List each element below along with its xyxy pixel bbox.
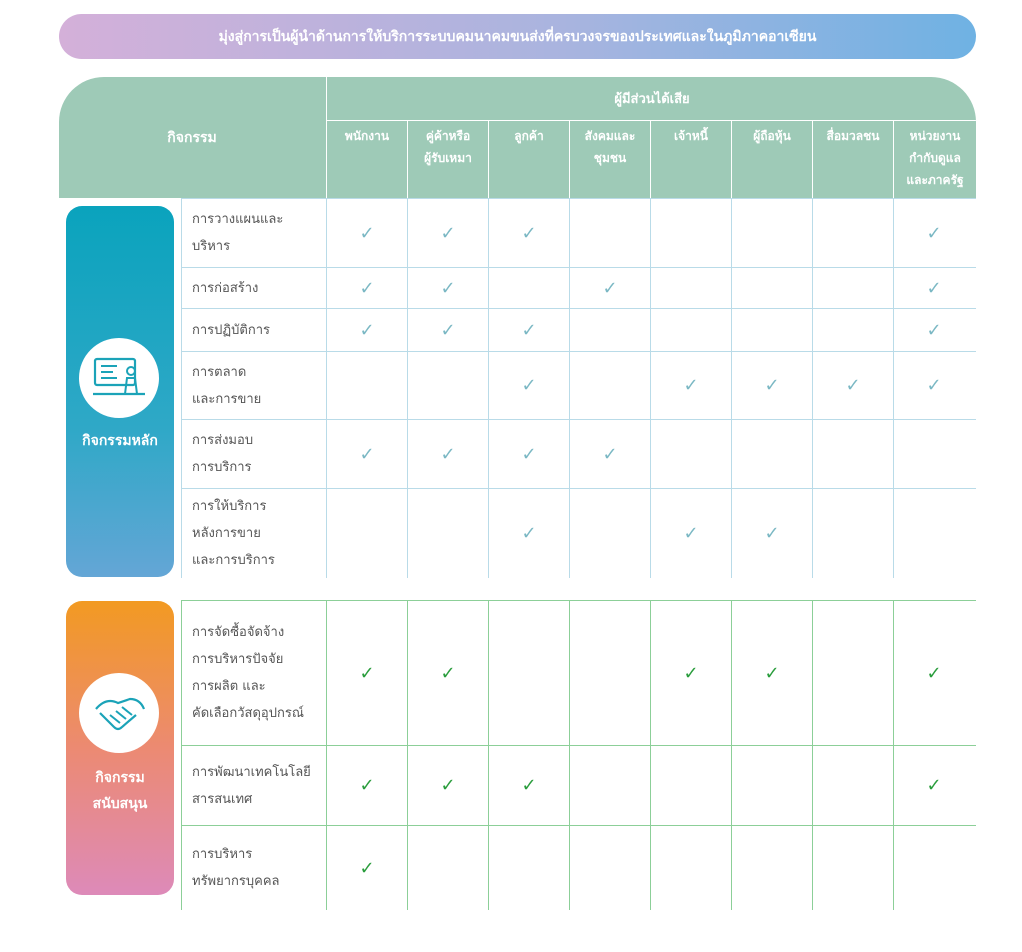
check-cell bbox=[569, 826, 650, 910]
check-cell bbox=[731, 489, 812, 578]
activity-label: การจัดซื้อจัดจ้าง การบริหารปัจจัย การผลิต และ คัดเลือกวัสดุอุปกรณ์ bbox=[181, 601, 326, 745]
check-cell bbox=[488, 199, 569, 267]
check-icon: ✓ bbox=[440, 277, 456, 299]
check-icon: ✓ bbox=[764, 375, 780, 396]
check-cell bbox=[812, 420, 893, 488]
check-cell bbox=[407, 199, 488, 267]
check-icon: ✓ bbox=[359, 775, 375, 796]
check-cell bbox=[407, 268, 488, 308]
check-icon: ✓ bbox=[764, 662, 780, 684]
table-row bbox=[181, 419, 976, 488]
activity-label: การบริหาร ทรัพยากรบุคคล bbox=[181, 826, 326, 910]
table-row bbox=[181, 267, 976, 308]
check-icon: ✓ bbox=[764, 523, 780, 544]
stakeholder-column-header: เจ้าหนี้ bbox=[650, 121, 731, 198]
check-cell bbox=[893, 826, 974, 910]
check-cell bbox=[326, 309, 407, 351]
activity-label: การส่งมอบ การบริการ bbox=[181, 420, 326, 488]
support-activities-panel bbox=[66, 601, 174, 895]
check-cell bbox=[731, 199, 812, 267]
check-icon: ✓ bbox=[845, 375, 861, 396]
main-activities-label: กิจกรรมหลัก bbox=[82, 433, 158, 449]
check-cell bbox=[326, 199, 407, 267]
table-row bbox=[181, 198, 976, 267]
check-icon: ✓ bbox=[359, 662, 375, 684]
check-cell bbox=[812, 489, 893, 578]
check-cell bbox=[326, 489, 407, 578]
check-icon: ✓ bbox=[521, 319, 537, 341]
check-icon: ✓ bbox=[359, 443, 375, 465]
check-cell bbox=[488, 746, 569, 825]
activity-label: การวางแผนและ บริหาร bbox=[181, 199, 326, 267]
check-cell bbox=[650, 309, 731, 351]
check-cell bbox=[731, 352, 812, 419]
table-row bbox=[181, 488, 976, 578]
check-cell bbox=[326, 420, 407, 488]
check-cell bbox=[893, 746, 974, 825]
check-cell bbox=[569, 268, 650, 308]
check-cell bbox=[569, 309, 650, 351]
check-cell bbox=[569, 420, 650, 488]
check-cell bbox=[731, 309, 812, 351]
check-cell bbox=[893, 352, 974, 419]
check-cell bbox=[488, 826, 569, 910]
check-cell bbox=[326, 746, 407, 825]
check-cell bbox=[407, 601, 488, 745]
table-row bbox=[181, 308, 976, 351]
main-activities-panel bbox=[66, 206, 174, 577]
check-icon: ✓ bbox=[926, 277, 942, 299]
stakeholder-column-header: หน่วยงาน กำกับดูแล และภาครัฐ bbox=[893, 121, 976, 198]
check-icon: ✓ bbox=[926, 222, 942, 244]
check-cell bbox=[812, 199, 893, 267]
check-icon: ✓ bbox=[602, 443, 618, 465]
check-cell bbox=[407, 489, 488, 578]
check-cell bbox=[650, 352, 731, 419]
check-cell bbox=[650, 826, 731, 910]
check-icon: ✓ bbox=[926, 375, 942, 396]
check-cell bbox=[731, 746, 812, 825]
check-cell bbox=[893, 601, 974, 745]
check-cell bbox=[893, 420, 974, 488]
check-cell bbox=[488, 309, 569, 351]
check-icon: ✓ bbox=[683, 523, 699, 544]
check-icon: ✓ bbox=[440, 775, 456, 796]
check-icon: ✓ bbox=[440, 222, 456, 244]
support-activities-table bbox=[181, 600, 976, 910]
check-cell bbox=[812, 268, 893, 308]
check-icon: ✓ bbox=[521, 775, 537, 796]
title-banner bbox=[59, 14, 976, 59]
check-cell bbox=[569, 601, 650, 745]
presentation-board-icon bbox=[79, 338, 159, 418]
check-cell bbox=[650, 199, 731, 267]
check-cell bbox=[407, 352, 488, 419]
activity-label: การตลาด และการขาย bbox=[181, 352, 326, 419]
check-icon: ✓ bbox=[926, 775, 942, 796]
stakeholder-column-header: ลูกค้า bbox=[488, 121, 569, 198]
check-cell bbox=[488, 352, 569, 419]
check-icon: ✓ bbox=[359, 277, 375, 299]
support-activities-label: กิจกรรม สนับสนุน bbox=[92, 770, 148, 812]
check-cell bbox=[812, 309, 893, 351]
check-icon: ✓ bbox=[926, 319, 942, 341]
stakeholder-column-header: สื่อมวลชน bbox=[812, 121, 893, 198]
check-cell bbox=[650, 268, 731, 308]
check-cell bbox=[812, 746, 893, 825]
check-icon: ✓ bbox=[359, 222, 375, 244]
activity-header: กิจกรรม bbox=[167, 129, 217, 146]
check-cell bbox=[407, 420, 488, 488]
check-cell bbox=[407, 746, 488, 825]
check-cell bbox=[488, 601, 569, 745]
check-icon: ✓ bbox=[683, 662, 699, 684]
check-cell bbox=[650, 601, 731, 745]
check-cell bbox=[326, 352, 407, 419]
stakeholder-column-header: คู่ค้าหรือ ผู้รับเหมา bbox=[407, 121, 488, 198]
check-icon: ✓ bbox=[521, 375, 537, 396]
check-cell bbox=[488, 268, 569, 308]
activity-label: การให้บริการ หลังการขาย และการบริการ bbox=[181, 489, 326, 578]
check-icon: ✓ bbox=[683, 375, 699, 396]
check-icon: ✓ bbox=[440, 662, 456, 684]
check-icon: ✓ bbox=[926, 662, 942, 684]
table-row bbox=[181, 825, 976, 910]
check-cell bbox=[893, 199, 974, 267]
check-cell bbox=[326, 826, 407, 910]
check-icon: ✓ bbox=[359, 319, 375, 341]
check-cell bbox=[650, 746, 731, 825]
activity-label: การปฏิบัติการ bbox=[181, 309, 326, 351]
stakeholder-column-header: ผู้ถือหุ้น bbox=[731, 121, 812, 198]
check-cell bbox=[326, 601, 407, 745]
check-cell bbox=[326, 268, 407, 308]
check-icon: ✓ bbox=[440, 319, 456, 341]
check-cell bbox=[650, 489, 731, 578]
check-cell bbox=[569, 199, 650, 267]
check-icon: ✓ bbox=[602, 277, 618, 299]
check-cell bbox=[569, 352, 650, 419]
check-icon: ✓ bbox=[359, 857, 375, 879]
check-cell bbox=[893, 309, 974, 351]
stakeholder-column-header: พนักงาน bbox=[326, 121, 407, 198]
table-row bbox=[181, 745, 976, 825]
check-cell bbox=[731, 420, 812, 488]
table-row bbox=[181, 600, 976, 745]
stakeholder-header: ผู้มีส่วนได้เสีย bbox=[326, 77, 976, 121]
check-cell bbox=[893, 489, 974, 578]
check-cell bbox=[731, 268, 812, 308]
check-cell bbox=[650, 420, 731, 488]
table-row bbox=[181, 351, 976, 419]
check-cell bbox=[488, 489, 569, 578]
check-cell bbox=[569, 489, 650, 578]
check-cell bbox=[731, 601, 812, 745]
main-activities-table bbox=[181, 198, 976, 578]
check-cell bbox=[812, 601, 893, 745]
check-cell bbox=[569, 746, 650, 825]
check-cell bbox=[488, 420, 569, 488]
check-cell bbox=[893, 268, 974, 308]
stakeholder-column-header: สังคมและ ชุมชน bbox=[569, 121, 650, 198]
handshake-icon bbox=[79, 673, 159, 753]
check-cell bbox=[812, 352, 893, 419]
table-header bbox=[59, 77, 976, 198]
activity-label: การก่อสร้าง bbox=[181, 268, 326, 308]
check-cell bbox=[812, 826, 893, 910]
check-icon: ✓ bbox=[521, 443, 537, 465]
check-icon: ✓ bbox=[440, 443, 456, 465]
check-cell bbox=[407, 826, 488, 910]
check-cell bbox=[407, 309, 488, 351]
banner-title: มุ่งสู่การเป็นผู้นำด้านการให้บริการระบบคมนาคมขนส่งที่ครบวงจรของประเทศและในภูมิภาคอาเซียน bbox=[218, 28, 817, 45]
check-cell bbox=[731, 826, 812, 910]
check-icon: ✓ bbox=[521, 222, 537, 244]
activity-label: การพัฒนาเทคโนโลยี สารสนเทศ bbox=[181, 746, 326, 825]
check-icon: ✓ bbox=[521, 523, 537, 544]
